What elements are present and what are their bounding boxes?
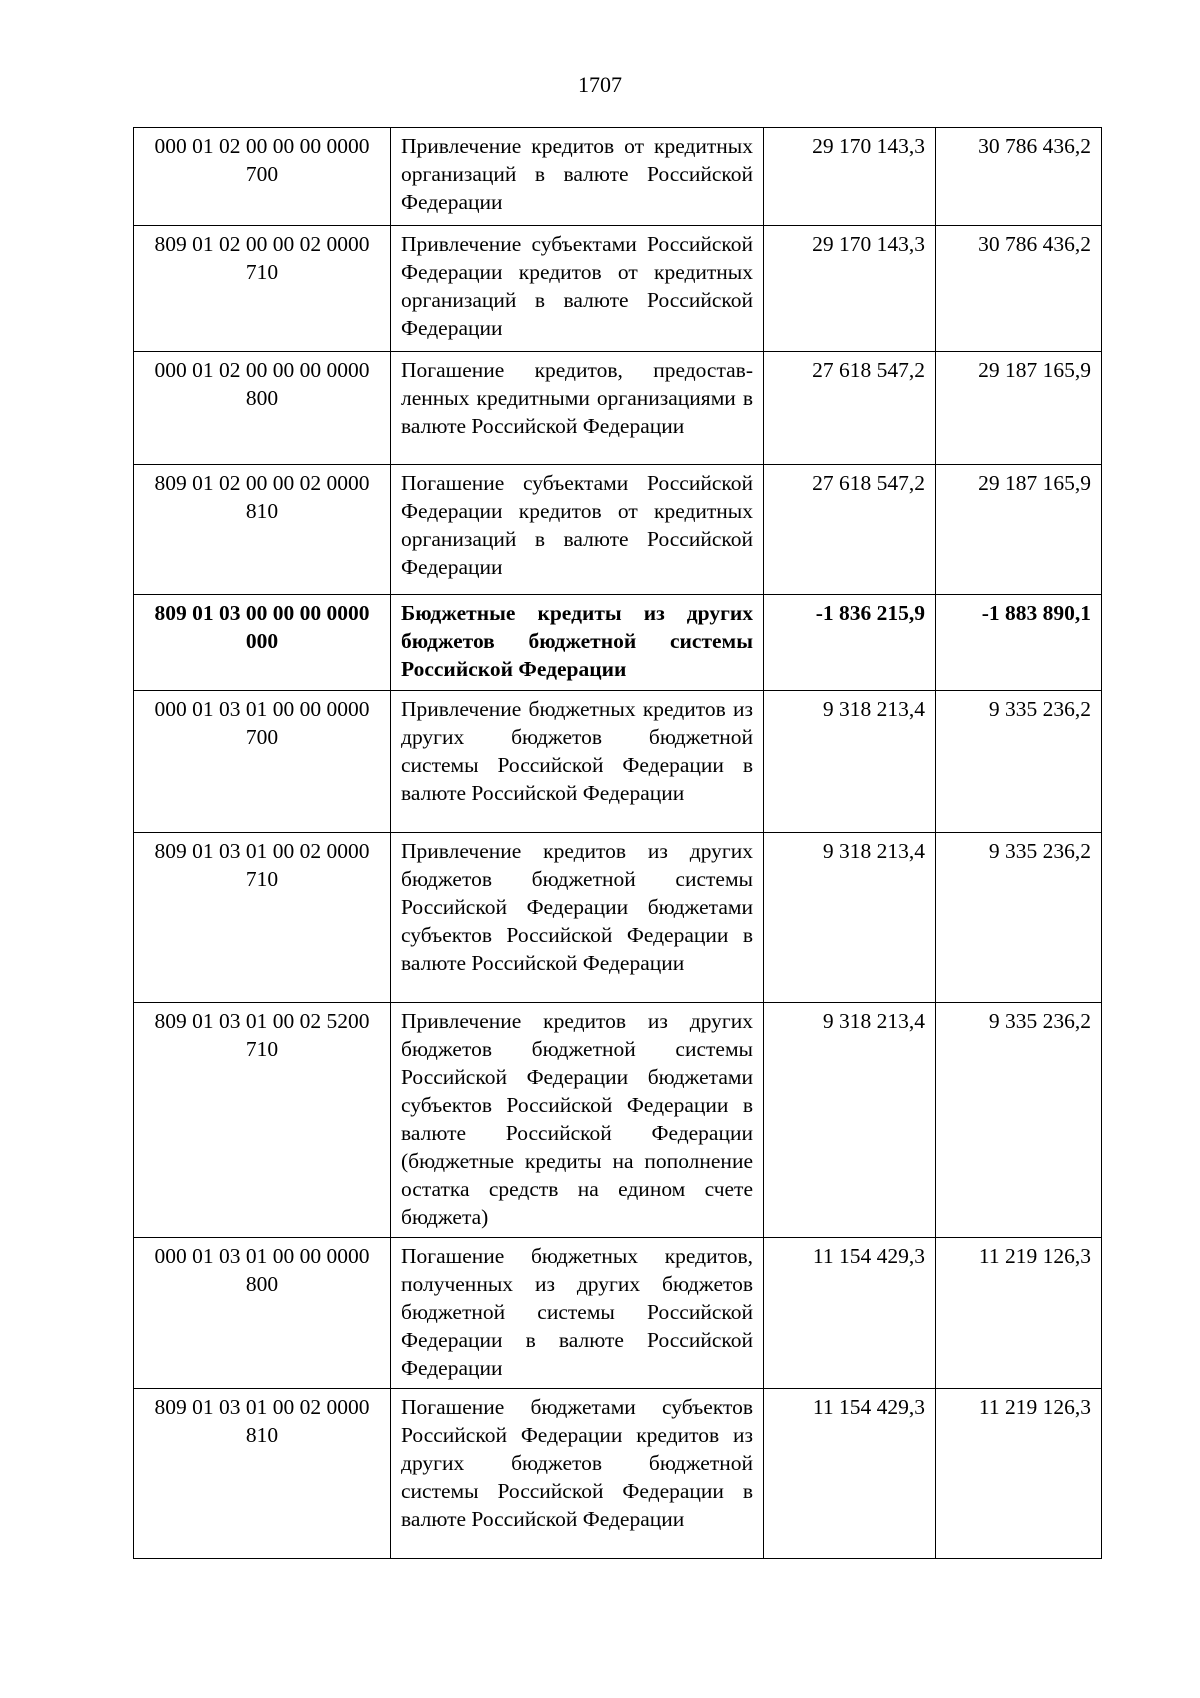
amount-year-1: -1 836 215,9 — [764, 595, 936, 691]
table-row — [134, 128, 1102, 226]
amount-year-1: 29 170 143,3 — [764, 128, 936, 226]
amount-year-2: 30 786 436,2 — [936, 128, 1102, 226]
amount-year-1: 27 618 547,2 — [764, 465, 936, 595]
table-row — [134, 465, 1102, 595]
amount-year-1: 11 154 429,3 — [764, 1389, 936, 1559]
amount-year-2: 9 335 236,2 — [936, 833, 1102, 1003]
budget-code: 809 01 02 00 00 02 0000 710 — [134, 226, 391, 352]
amount-year-2: 30 786 436,2 — [936, 226, 1102, 352]
budget-code: 809 01 03 01 00 02 0000 710 — [134, 833, 391, 1003]
amount-year-1: 9 318 213,4 — [764, 691, 936, 833]
description: Погашение субъектами Российской Федерации кредитов от кредитных организаций в валюте Российской Федерации — [391, 465, 764, 595]
amount-year-2: -1 883 890,1 — [936, 595, 1102, 691]
description: Привлечение кредитов из других бюджетов бюджетной системы Российской Федерации бюджетами субъектов Российской Федерации в валюте Российской Федерации — [391, 833, 764, 1003]
budget-code: 809 01 03 00 00 00 0000 000 — [134, 595, 391, 691]
description: Привлечение бюджетных кредитов из других бюджетов бюджетной системы Российской Федерации в валюте Российской Федерации — [391, 691, 764, 833]
amount-year-2: 11 219 126,3 — [936, 1389, 1102, 1559]
table-row — [134, 1003, 1102, 1238]
amount-year-2: 11 219 126,3 — [936, 1238, 1102, 1389]
amount-year-2: 29 187 165,9 — [936, 352, 1102, 465]
amount-year-1: 11 154 429,3 — [764, 1238, 936, 1389]
description: Привлечение субъектами Российской Федерации кредитов от кредитных организаций в валюте Российской Федерации — [391, 226, 764, 352]
budget-table — [133, 127, 1102, 1559]
table-row — [134, 226, 1102, 352]
amount-year-1: 27 618 547,2 — [764, 352, 936, 465]
budget-code: 000 01 03 01 00 00 0000 700 — [134, 691, 391, 833]
budget-code: 000 01 03 01 00 00 0000 800 — [134, 1238, 391, 1389]
amount-year-1: 29 170 143,3 — [764, 226, 936, 352]
description: Погашение кредитов, предоставленных кредитными организациями в валюте Российской Федерации — [391, 352, 764, 465]
description: Привлечение кредитов из других бюджетов бюджетной системы Российской Федерации бюджетами субъектов Российской Федерации в валюте Российской Федерации (бюджетные кредиты на пополнение остатка средств на едином счете бюджета) — [391, 1003, 764, 1238]
budget-code: 000 01 02 00 00 00 0000 700 — [134, 128, 391, 226]
amount-year-2: 29 187 165,9 — [936, 465, 1102, 595]
amount-year-2: 9 335 236,2 — [936, 691, 1102, 833]
description: Погашение бюджетных кредитов, полученных из других бюджетов бюджетной системы Российской Федерации в валюте Российской Федерации — [391, 1238, 764, 1389]
table-row — [134, 595, 1102, 691]
description: Бюджетные кредиты из других бюджетов бюджетной системы Российской Федерации — [391, 595, 764, 691]
table-row — [134, 1389, 1102, 1559]
page-number: 1707 — [578, 72, 622, 97]
table-row — [134, 1238, 1102, 1389]
table-row — [134, 352, 1102, 465]
amount-year-1: 9 318 213,4 — [764, 833, 936, 1003]
budget-code: 809 01 03 01 00 02 0000 810 — [134, 1389, 391, 1559]
budget-code: 000 01 02 00 00 00 0000 800 — [134, 352, 391, 465]
description: Привлечение кредитов от кредитных организаций в валюте Российской Федерации — [391, 128, 764, 226]
budget-code: 809 01 02 00 00 02 0000 810 — [134, 465, 391, 595]
table-row — [134, 691, 1102, 833]
description: Погашение бюджетами субъектов Российской Федерации кредитов из других бюджетов бюджетной системы Российской Федерации в валюте Российской Федерации — [391, 1389, 764, 1559]
amount-year-2: 9 335 236,2 — [936, 1003, 1102, 1238]
amount-year-1: 9 318 213,4 — [764, 1003, 936, 1238]
budget-code: 809 01 03 01 00 02 5200 710 — [134, 1003, 391, 1238]
table-row — [134, 833, 1102, 1003]
